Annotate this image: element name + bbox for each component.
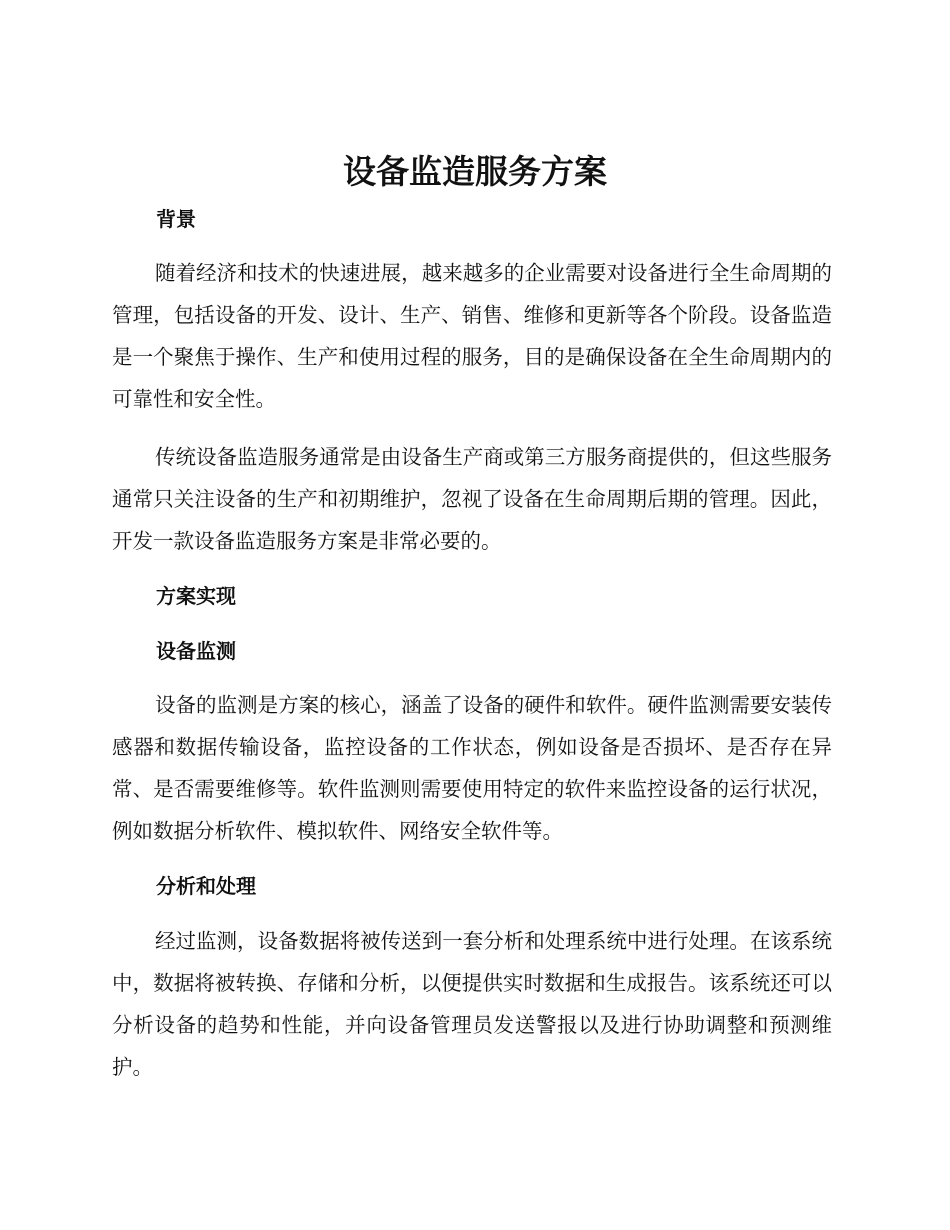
section-heading-monitoring: 设备监测: [156, 639, 236, 663]
section-heading-analysis: 分析和处理: [156, 874, 256, 898]
analysis-paragraph: 经过监测，设备数据将被传送到一套分析和处理系统中进行处理。在该系统中，数据将被转换、存储和分析，以便提供实时数据和生成报告。该系统还可以分析设备的趋势和性能，并向设备管理员发送警报以及进行协助调整和预测维护。: [112, 929, 832, 1079]
section-heading-implementation: 方案实现: [156, 584, 236, 608]
monitoring-paragraph: 设备的监测是方案的核心，涵盖了设备的硬件和软件。硬件监测需要安装传感器和数据传输设备，监控设备的工作状态，例如设备是否损坏、是否存在异常、是否需要维修等。软件监测则需要使用特定的软件来监控设备的运行状况，例如数据分析软件、模拟软件、网络安全软件等。: [112, 693, 832, 843]
section-heading-background: 背景: [156, 207, 196, 231]
background-paragraph-2: 传统设备监造服务通常是由设备生产商或第三方服务商提供的，但这些服务通常只关注设备的生产和初期维护，忽视了设备在生命周期后期的管理。因此，开发一款设备监造服务方案是非常必要的。: [112, 445, 832, 553]
document-title: 设备监造服务方案: [343, 152, 607, 191]
background-paragraph-1: 随着经济和技术的快速进展，越来越多的企业需要对设备进行全生命周期的管理，包括设备的开发、设计、生产、销售、维修和更新等各个阶段。设备监造是一个聚焦于操作、生产和使用过程的服务，目的是确保设备在全生命周期内的可靠性和安全性。: [112, 261, 832, 411]
